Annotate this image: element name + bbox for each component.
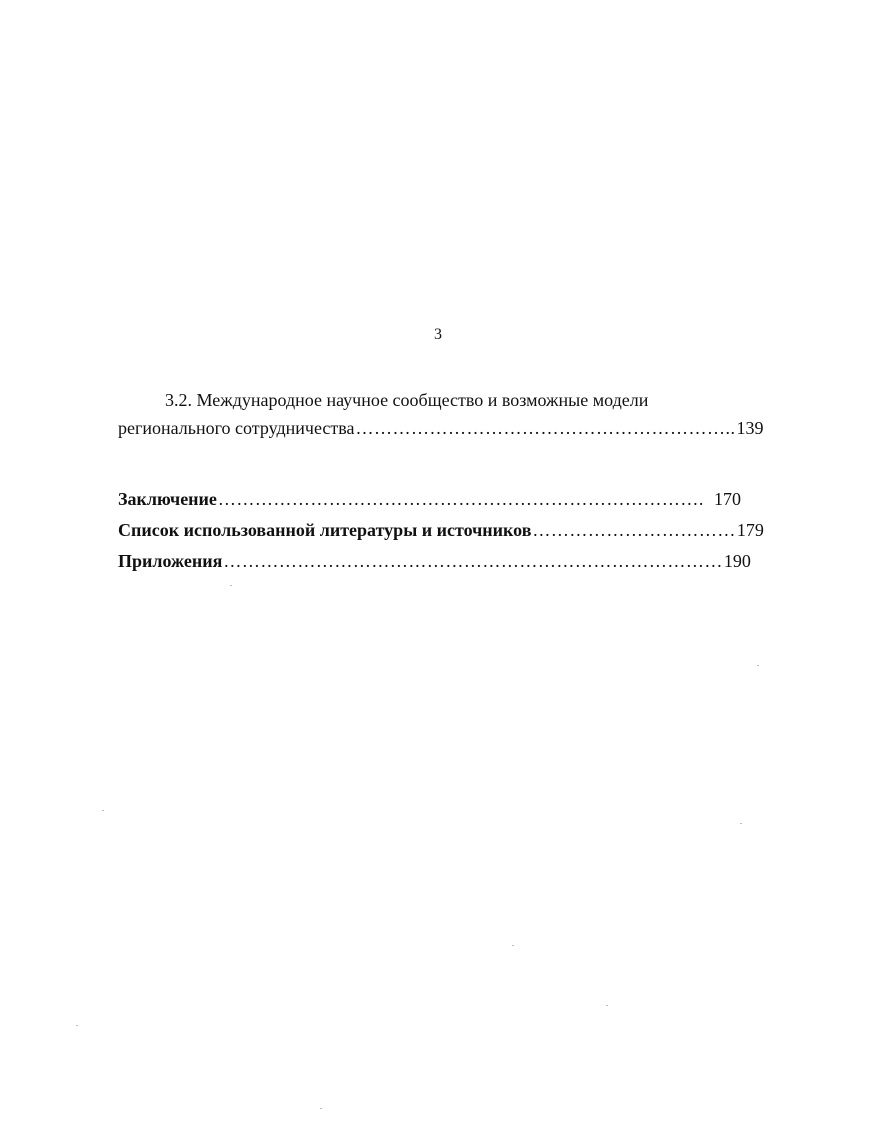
scan-speck xyxy=(757,665,759,666)
toc-dot-leader: ……………………………………………………………………. xyxy=(217,489,704,509)
toc-entry-appendices xyxy=(118,546,751,577)
toc-entry-title-continuation: регионального сотрудничества xyxy=(118,418,355,438)
scan-speck xyxy=(606,1005,608,1006)
scan-speck xyxy=(76,1025,78,1026)
table-of-contents-final xyxy=(118,484,764,577)
table-of-contents xyxy=(118,386,764,442)
toc-page-number: 179 xyxy=(736,520,764,540)
toc-page-number: 139 xyxy=(736,418,764,438)
toc-entry-title-line1: 3.2. Международное научное сообщество и возможные модели xyxy=(165,390,649,410)
toc-dot-leader: …………………………………………………….. xyxy=(355,418,736,438)
toc-entry-bibliography xyxy=(118,515,764,546)
scan-speck xyxy=(740,823,742,824)
toc-entry-conclusion xyxy=(118,484,741,515)
toc-entry-title: Приложения xyxy=(118,551,223,571)
scan-speck xyxy=(102,810,104,811)
toc-entry-section-3-2 xyxy=(118,386,764,442)
toc-entry-title: Заключение xyxy=(118,489,217,509)
toc-entry-title-line2 xyxy=(118,414,764,442)
page-number: 3 xyxy=(434,326,442,343)
scan-speck xyxy=(230,585,232,586)
scan-speck xyxy=(512,945,514,946)
toc-dot-leader: …………………………… xyxy=(532,520,736,540)
toc-page-number: 170 xyxy=(714,489,741,509)
toc-page-number: 190 xyxy=(723,551,751,571)
scan-speck xyxy=(320,1108,322,1109)
toc-dot-leader: ……………………………………………………………………… xyxy=(223,551,723,571)
toc-entry-title: Список использованной литературы и источников xyxy=(118,520,532,540)
